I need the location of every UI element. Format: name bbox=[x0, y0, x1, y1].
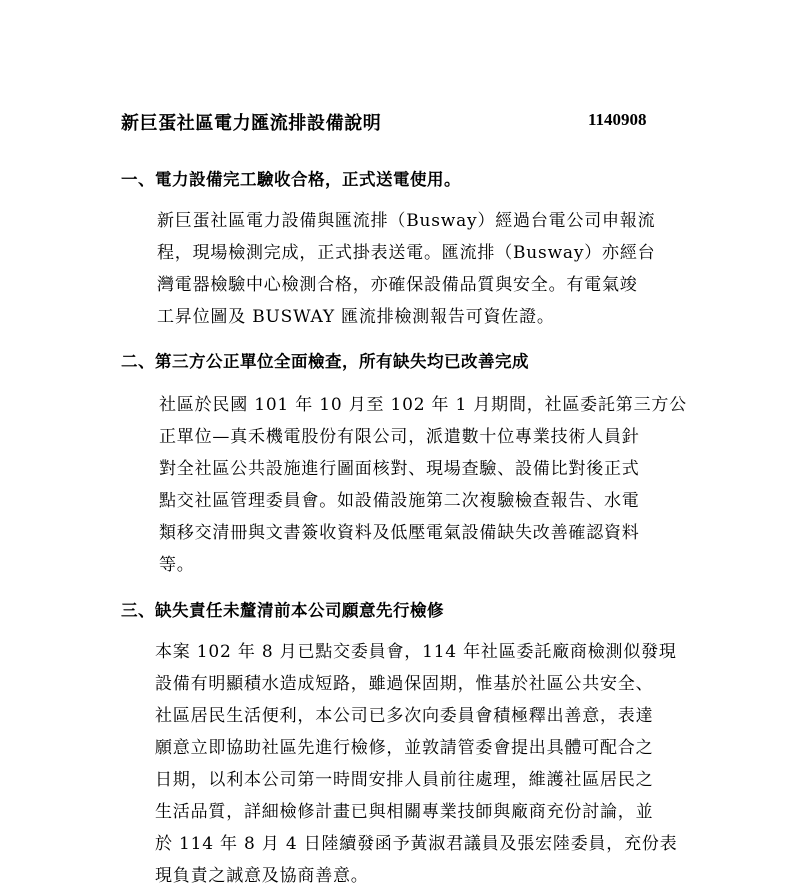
section-1-line: 新巨蛋社區電力設備與匯流排（Busway）經過台電公司申報流 bbox=[157, 211, 656, 231]
document-title: 新巨蛋社區電力匯流排設備說明 bbox=[121, 113, 382, 134]
section-3-line: 現負責之誠意及協商善意。 bbox=[155, 866, 369, 886]
document-number: 1140908 bbox=[588, 110, 647, 129]
section-3-line: 願意立即協助社區先進行檢修，並敦請管委會提出具體可配合之 bbox=[155, 738, 654, 758]
title-row bbox=[121, 109, 661, 135]
section-2-line: 正單位—真禾機電股份有限公司，派遣數十位專業技術人員針 bbox=[159, 427, 640, 447]
section-2-body bbox=[159, 390, 687, 582]
section-3-line: 生活品質，詳細檢修計畫已與相關專業技師與廠商充份討論，並 bbox=[155, 802, 654, 822]
section-2-line: 對全社區公共設施進行圖面核對、現場查驗、設備比對後正式 bbox=[159, 459, 640, 479]
section-2-line: 社區於民國 101 年 10 月至 102 年 1 月期間，社區委託第三方公 bbox=[159, 395, 687, 415]
section-3-line: 設備有明顯積水造成短路，雖過保固期，惟基於社區公共安全、 bbox=[155, 674, 654, 694]
section-1-heading: 一、電力設備完工驗收合格，正式送電使用。 bbox=[121, 170, 461, 189]
section-3-line: 本案 102 年 8 月已點交委員會，114 年社區委託廠商檢測似發現 bbox=[155, 642, 677, 662]
section-3-line: 於 114 年 8 月 4 日陸續發函予黃淑君議員及張宏陸委員，充份表 bbox=[155, 834, 678, 854]
section-3-line: 社區居民生活便利，本公司已多次向委員會積極釋出善意，表達 bbox=[155, 706, 654, 726]
section-2-line: 點交社區管理委員會。如設備設施第二次複驗檢查報告、水電 bbox=[159, 491, 640, 511]
section-2-line: 等。 bbox=[159, 555, 195, 575]
section-1-body bbox=[157, 206, 677, 334]
section-1-line: 工昇位圖及 BUSWAY 匯流排檢測報告可資佐證。 bbox=[157, 307, 555, 327]
section-3-heading: 三、缺失責任未釐清前本公司願意先行檢修 bbox=[121, 601, 444, 620]
section-2-heading: 二、第三方公正單位全面檢查，所有缺失均已改善完成 bbox=[121, 352, 529, 371]
section-1-line: 程，現場檢測完成，正式掛表送電。匯流排（Busway）亦經台 bbox=[157, 243, 656, 263]
section-2-line: 類移交清冊與文書簽收資料及低壓電氣設備缺失改善確認資料 bbox=[159, 523, 640, 543]
section-1-line: 灣電器檢驗中心檢測合格，亦確保設備品質與安全。有電氣竣 bbox=[157, 275, 638, 295]
section-3-body bbox=[155, 637, 685, 887]
section-3-line: 日期，以利本公司第一時間安排人員前往處理，維護社區居民之 bbox=[155, 770, 654, 790]
